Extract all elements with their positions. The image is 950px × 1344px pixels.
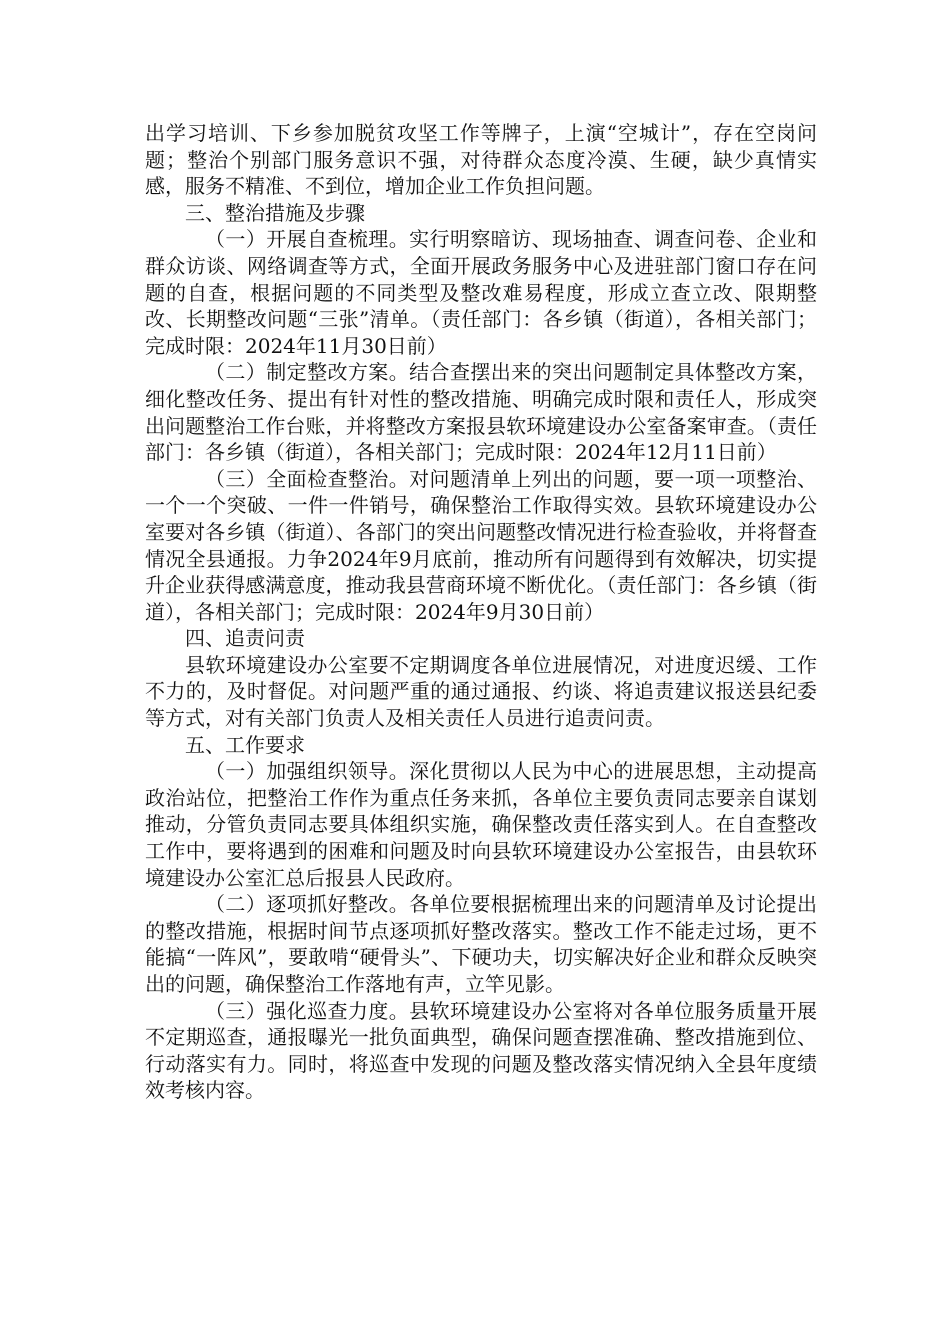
paragraph-continuation: 出学习培训、下乡参加脱贫攻坚工作等牌子，上演“空城计”，存在空岗问题；整治个别部门服务意识不强，对待群众态度冷漠、生硬，缺少真情实感，服务不精准、不到位，增加企业工作负担问题。 [145, 121, 817, 199]
paragraph-item-rectification: （二）逐项抓好整改。各单位要根据梳理出来的问题清单及讨论提出的整改措施，根据时间节点逐项抓好整改落实。整改工作不能走过场，更不能搞“一阵风”，要敢啃“硬骨头”、下硬功夫，切实解决好企业和群众反映突出的问题，确保整治工作落地有声，立竿见影。 [145, 892, 817, 996]
paragraph-self-inspection: （一）开展自查梳理。实行明察暗访、现场抽查、调查问卷、企业和群众访谈、网络调查等方式，全面开展政务服务中心及进驻部门窗口存在问题的自查，根据问题的不同类型及整改难易程度，形成立查立改、限期整改、长期整改问题“三张”清单。（责任部门：各乡镇（街道），各相关部门；完成时限：2024年11月30日前） [145, 227, 817, 358]
section-heading-accountability: 四、追责问责 [185, 626, 305, 651]
paragraph-comprehensive-check: （三）全面检查整治。对问题清单上列出的问题，要一项一项整治、一个一个突破、一件一件销号，确保整治工作取得实效。县软环境建设办公室要对各乡镇（街道）、各部门的突出问题整改情况进行检查验收，并将督查情况全县通报。力争2024年9月底前，推动所有问题得到有效解决，切实提升企业获得感满意度，推动我县营商环境不断优化。（责任部门：各乡镇（街道），各相关部门；完成时限：2024年9月30日前） [145, 466, 817, 624]
paragraph-rectification-plan: （二）制定整改方案。结合查摆出来的突出问题制定具体整改方案，细化整改任务、提出有针对性的整改措施、明确完成时限和责任人，形成突出问题整治工作台账，并将整改方案报县软环境建设办公室备案审查。（责任部门：各乡镇（街道），各相关部门；完成时限：2024年12月11日前） [145, 360, 817, 465]
paragraph-leadership: （一）加强组织领导。深化贯彻以人民为中心的进展思想，主动提高政治站位，把整治工作作为重点任务来抓，各单位主要负责同志要亲自谋划推动，分管负责同志要具体组织实施，确保整改责任落实到人。在自查整改工作中，要将遇到的困难和问题及时向县软环境建设办公室报告，由县软环境建设办公室汇总后报县人民政府。 [145, 759, 817, 890]
document-body [145, 120, 817, 1104]
section-heading-requirements: 五、工作要求 [185, 732, 305, 757]
paragraph-inspection-strength: （三）强化巡查力度。县软环境建设办公室将对各单位服务质量开展不定期巡查，通报曝光一批负面典型，确保问题查摆准确、整改措施到位、行动落实有力。同时，将巡查中发现的问题及整改落实情况纳入全县年度绩效考核内容。 [145, 998, 817, 1103]
section-heading-measures: 三、整治措施及步骤 [185, 200, 365, 225]
paragraph-accountability: 县软环境建设办公室要不定期调度各单位进展情况，对进度迟缓、工作不力的，及时督促。对问题严重的通过通报、约谈、将追责建议报送县纪委等方式，对有关部门负责人及相关责任人员进行追责问责。 [145, 652, 817, 731]
